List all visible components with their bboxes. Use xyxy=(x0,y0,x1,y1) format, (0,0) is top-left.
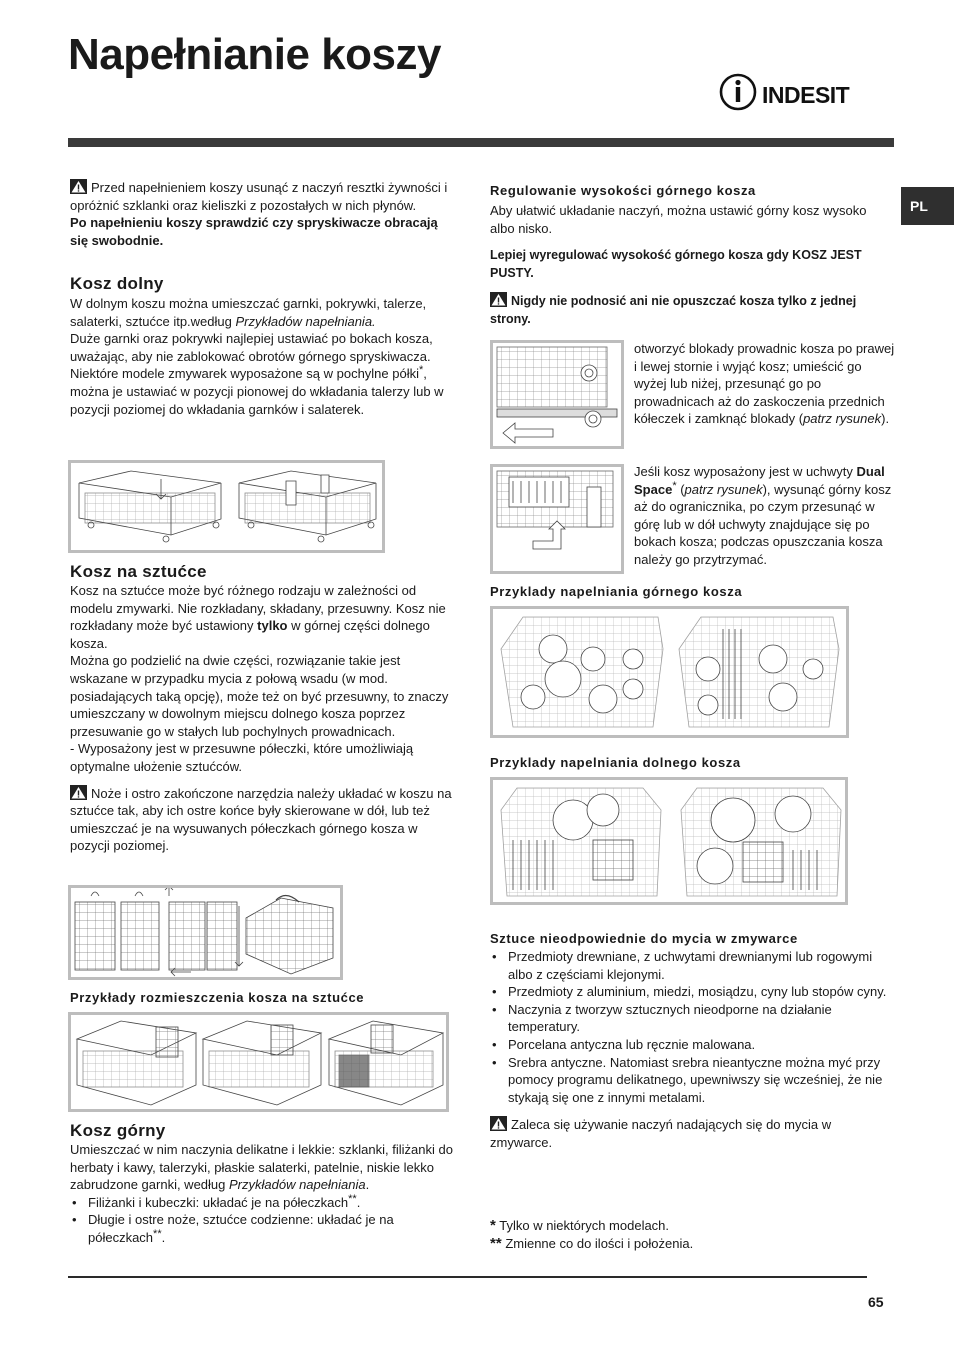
list-item: • Długie i ostre noże, sztućce codzienne: układać je na półeczkach**. xyxy=(70,1211,456,1246)
cutlery-basket-figure xyxy=(68,885,343,980)
warning-icon xyxy=(490,292,507,307)
list-item: • Filiżanki i kubeczki: układać je na półeczkach**. xyxy=(70,1194,456,1212)
upper-examples-heading: Przyklady napelniania górnego kosza xyxy=(490,584,743,599)
warning-icon xyxy=(490,1116,507,1131)
kosz-dolny-heading: Kosz dolny xyxy=(70,274,164,293)
intro-bold-note: Po napełnieniu koszy sprawdzić czy spryskiwacze obracają się swobodnie. xyxy=(70,215,438,248)
page-title: Napełnianie koszy xyxy=(68,30,441,79)
upper-basket-examples-figure xyxy=(490,606,849,738)
regulation-heading: Regulowanie wysokości górnego kosza xyxy=(490,183,756,198)
dual-space-figure xyxy=(490,464,624,574)
list-item: • Przedmioty z aluminium, miedzi, mosiądzu, cyny lub stopów cyny. xyxy=(490,983,890,1001)
unsuitable-list: • Przedmioty drewniane, z uchwytami drewnianymi lub rogowymi albo z częściami klejonymi. • Przedmioty z aluminium, miedzi, mosiądzu, cyny lub stopów cyny. • Naczynia z tworzyw sztucznych nieodporne na działanie temperatury. • Porcelana antyczna lub ręcznie malowana. • Srebra antyczne. Natomiast srebra nieantyczne można myć przy pomocy programu delikatnego, upewniwszy się wcześniej, że nie stykają się one z innymi metalami. Zaleca się używanie naczyń nadających się do mycia w zmywarce. xyxy=(490,948,890,1152)
list-item: • Porcelana antyczna lub ręcznie malowana. xyxy=(490,1036,890,1054)
lower-basket-examples-figure xyxy=(490,777,848,905)
warning-icon xyxy=(70,179,87,194)
kosz-dolny-text: W dolnym koszu można umieszczać garnki, pokrywki, talerze, salaterki, sztućce itp.według Przykładów napełniania. Duże garnki oraz pokrywki najlepiej ustawiać po bokach kosza, uważając, aby nie zablokować obrotów górnego spryskiwacza. Niektóre modele zmywarek wyposażone są w pochylne półki*, można je ustawiać w pozycji pionowej do wkładania talerzy lub w pozycji poziomej do wkładania garnków i salaterek. xyxy=(70,296,444,417)
regulation-step-1: otworzyć blokady prowadnic kosza po prawej i lewej stornie i wyjąć kosz; umieścić go wyżej lub niżej, przesunąć go po prowadnicach aż do zaskoczenia przednich kółeczek i zamknąć blokady (patrz rysunek). xyxy=(634,341,895,427)
lower-basket-shelves-figure xyxy=(68,460,385,553)
regulation-text: Aby ułatwić układanie naczyń, można ustawić górny kosz wysoko albo nisko. Lepiej wyregulować wysokość górnego kosza gdy KOSZ JEST PUSTY. Nigdy nie podnosić ani nie opuszczać kosza tylko z jednej strony. xyxy=(490,203,867,326)
footnotes: * Tylko w niektórych modelach. ** Zmienne co do ilości i położenia. xyxy=(490,1217,694,1252)
cutlery-placement-figure xyxy=(68,1012,449,1112)
regulation-step-2: Jeśli kosz wyposażony jest w uchwyty Dual Space* (patrz rysunek), wysunąć górny kosz aż do ogranicznika, po czym przesunąć w górę lub w dół uchwyty znajdujące się po bokach kosza; podczas opuszczania kosza należy go przytrzymać. xyxy=(634,464,892,567)
header-divider xyxy=(68,138,894,147)
kosz-gorny-heading: Kosz górny xyxy=(70,1121,166,1140)
page-number: 65 xyxy=(868,1294,884,1310)
intro-section: Przed napełnieniem koszy usunąć z naczyń resztki żywności i opróżnić szklanki oraz kieliszki z pozostałych w nich płynów. Po napełnieniu koszy sprawdzić czy spryskiwacze obracają się swobodnie. xyxy=(70,179,454,249)
unsuitable-heading: Sztuce nieodpowiednie do mycia w zmywarce xyxy=(490,931,798,946)
cutlery-examples-heading: Przykłady rozmieszczenia kosza na sztućce xyxy=(70,990,365,1005)
footer-divider xyxy=(68,1276,867,1278)
kosz-na-sztucce-heading: Kosz na sztućce xyxy=(70,562,207,581)
list-item: • Srebra antyczne. Natomiast srebra nieantyczne można myć przy pomocy programu delikatnego, upewniwszy się wcześniej, że nie stykają się one z innymi metalami. xyxy=(490,1054,890,1107)
lower-examples-heading: Przyklady napelniania dolnego kosza xyxy=(490,755,741,770)
warning-icon xyxy=(70,785,87,800)
brand-wordmark: INDESIT xyxy=(762,82,850,108)
language-tab: PL xyxy=(901,187,954,225)
indesit-logo xyxy=(718,72,870,112)
list-item: • Naczynia z tworzyw sztucznych nieodporne na działanie temperatury. xyxy=(490,1001,890,1036)
kosz-gorny-text: Umieszczać w nim naczynia delikatne i lekkie: szklanki, filiżanki do herbaty i kawy, talerzyki, płaskie salaterki, patelnie, niskie lekko zabrudzone garnki, według Przykładów napełniania. • Filiżanki i kubeczki: układać je na półeczkach**. • Długie i ostre noże, sztućce codzienne: układać je na półeczkach**. xyxy=(70,1141,456,1247)
list-item: • Przedmioty drewniane, z uchwytami drewnianymi lub rogowymi albo z częściami klejonymi. xyxy=(490,948,890,983)
basket-adjust-figure xyxy=(490,340,624,449)
kosz-na-sztucce-text: Kosz na sztućce może być różnego rodzaju w zależności od modelu zmywarki. Nie rozkładany, składany, przesuwny. Kosz nie rozkładany może być ustawiony tylko w górnej części dolnego kosza. Można go podzielić na dwie części, rozwiązanie takie jest wskazane w przypadku mycia z połową wsadu (w mod. posiadających taką opcję), może też on być przesuwny, to znaczy umieszczany w dowolnym miejscu dolnego kosza poprzez przesuwanie go w stałych lub pochylnych prowadnicach. - Wyposażony jest w przesuwne półeczki, które umożliwiają optymalne ułożenie sztućców. Noże i ostro zakończone narzędzia należy układać w koszu na sztućce tak, aby ich ostre końce były skierowane w dół, lub też umieszczać je na wysuwanych półeczkach górnego kosza w pozycji poziomej. xyxy=(70,583,452,854)
